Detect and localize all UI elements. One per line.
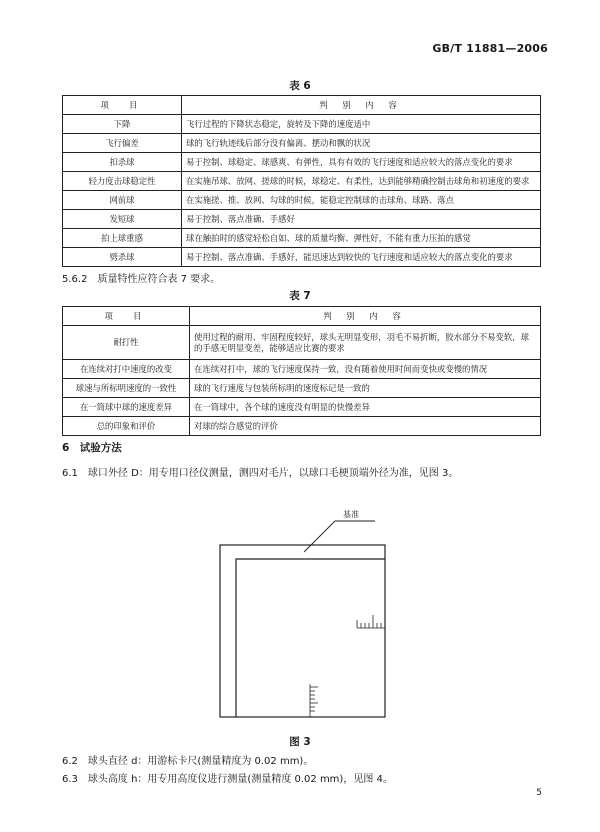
table-row [63,417,541,436]
table-cell: 球在触拍时的感觉轻松自如、球的质量均衡、弹性好，不能有重力压拍的感觉 [182,229,541,248]
table-cell: 易于控制、球稳定、球感爽、有弹性，具有有效的飞行速度和适应较大的落点变化的要求 [182,153,541,172]
table-cell: 轻力度击球稳定性 [63,172,182,191]
table-cell: 飞行过程的下降状态稳定，旋转及下降的速度适中 [182,115,541,134]
table6-header-item: 项 目 [63,96,182,115]
table-cell: 拍上球重感 [63,229,182,248]
table-row [63,172,541,191]
table7-header-item: 项 目 [63,307,190,326]
table-cell: 劈杀球 [63,248,182,267]
table-cell: 对球的综合感觉的评价 [190,417,541,436]
figure-3-diagram [200,500,400,730]
table-cell: 球的飞行速度与包装所标明的速度标记是一致的 [190,379,541,398]
figure-3-caption: 图 3 [289,736,311,748]
table-cell: 在实施搓、推、放网、勾球的时候，能稳定控制球的击球角、球路、落点 [182,191,541,210]
table7 [62,306,541,436]
table-cell: 球的飞行轨迹线后部分没有偏离、摆动和飘的状况 [182,134,541,153]
table-cell: 易于控制、落点准确、手感好，能迅速达到较快的飞行速度和适应较大的落点变化的要求 [182,248,541,267]
paragraph-6-1: 6.1 球口外径 D：用专用口径仪测量，测四对毛片，以球口毛梗顶端外径为准，见图 3。 [62,468,459,479]
table-cell: 总的印象和评价 [63,417,190,436]
table-cell: 在连续对打中，球的飞行速度保持一致，没有随着使用时间而变快或变慢的情况 [190,360,541,379]
table-cell: 使用过程的耐用、牢固程度较好，球头无明显变形，羽毛不易折断，胶水部分不易变软，球的手感无明显变差，能够适应比赛的要求 [190,326,541,360]
gauge-inner-edge [236,559,385,717]
page-number: 5 [536,788,542,798]
table-cell: 发短球 [63,210,182,229]
table-cell: 易于控制、落点准确、手感好 [182,210,541,229]
table-row [63,191,541,210]
table6-caption: 表 6 [289,80,311,92]
table-row [63,115,541,134]
leader-line [304,521,375,552]
table-row [63,398,541,417]
table-row [63,134,541,153]
table-row [63,379,541,398]
table-cell: 飞行偏差 [63,134,182,153]
table-cell: 耐打性 [63,326,190,360]
table-cell: 在实施吊球、放网、搓球的时候，球稳定、有柔性，达到能够精确控制击球角和初速度的要求 [182,172,541,191]
table7-header-content: 判 别 内 容 [190,307,541,326]
paragraph-6-3: 6.3 球头高度 h：用专用高度仪进行测量(测量精度 0.02 mm)，见图 4。 [62,774,393,785]
bottom-scale-ticks [310,684,318,717]
table6-header-content: 判 别 内 容 [182,96,541,115]
paragraph-5-6-2: 5.6.2 质量特性应符合表 7 要求。 [62,274,221,285]
table-cell: 在连续对打中速度的改变 [63,360,190,379]
table-row [63,153,541,172]
table-cell: 球速与所标明速度的一致性 [63,379,190,398]
table-cell: 网前球 [63,191,182,210]
table7-caption: 表 7 [289,290,311,302]
table6 [62,95,541,267]
standard-code: GB/T 11881—2006 [432,42,548,55]
baseline-label: 基准 [343,510,359,519]
table6-header-row [63,96,541,115]
table-cell: 在一筒球中球的速度差异 [63,398,190,417]
gauge-outline [220,545,385,717]
table-row [63,210,541,229]
table7-header-row [63,307,541,326]
table-row [63,326,541,360]
paragraph-6-2: 6.2 球头直径 d：用游标卡尺(测量精度为 0.02 mm)。 [62,756,314,767]
table-cell: 在一筒球中，各个球的速度没有明显的快慢差异 [190,398,541,417]
table-row [63,360,541,379]
table-cell: 下降 [63,115,182,134]
table-cell: 扣杀球 [63,153,182,172]
table-row [63,229,541,248]
gauge-outer-frame [220,545,385,717]
right-scale-ticks [357,615,385,628]
section-6-title: 6 试验方法 [62,442,122,454]
table-row [63,248,541,267]
